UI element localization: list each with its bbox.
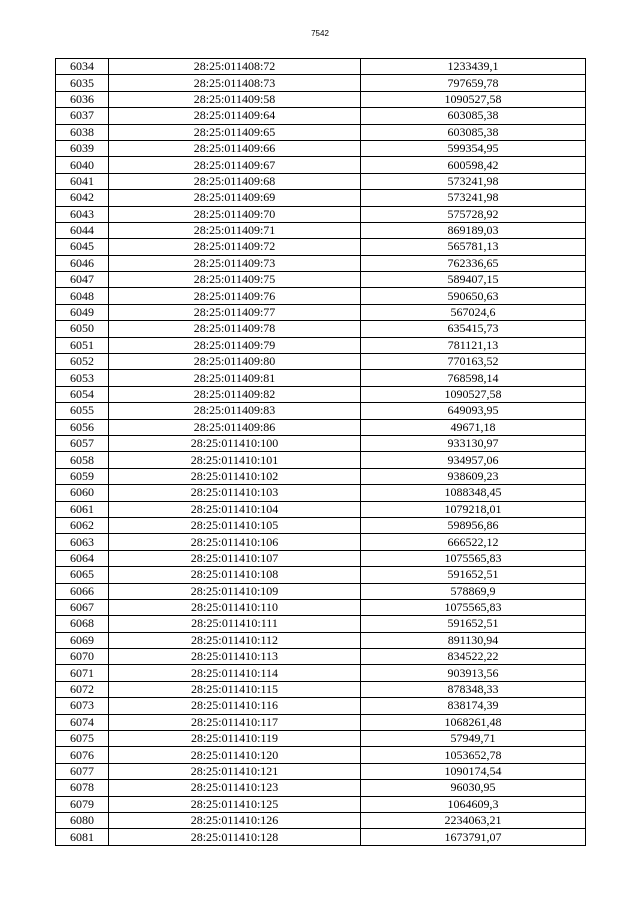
cadastral-number-cell: 28:25:011409:72 <box>109 239 361 255</box>
table-row <box>56 583 586 599</box>
cadastral-number-cell: 28:25:011410:106 <box>109 534 361 550</box>
table-row <box>56 370 586 386</box>
value-cell: 591652,51 <box>361 616 586 632</box>
value-cell: 591652,51 <box>361 567 586 583</box>
cadastral-number-cell: 28:25:011409:81 <box>109 370 361 386</box>
row-number-cell: 6052 <box>56 354 109 370</box>
cadastral-number-cell: 28:25:011409:70 <box>109 206 361 222</box>
value-cell: 1090527,58 <box>361 386 586 402</box>
value-cell: 57949,71 <box>361 731 586 747</box>
row-number-cell: 6063 <box>56 534 109 550</box>
table-row <box>56 206 586 222</box>
cadastral-number-cell: 28:25:011410:104 <box>109 501 361 517</box>
value-cell: 1090174,54 <box>361 763 586 779</box>
cadastral-number-cell: 28:25:011409:82 <box>109 386 361 402</box>
table-row <box>56 222 586 238</box>
value-cell: 934957,06 <box>361 452 586 468</box>
table-row <box>56 190 586 206</box>
row-number-cell: 6056 <box>56 419 109 435</box>
table-row <box>56 780 586 796</box>
cadastral-number-cell: 28:25:011410:103 <box>109 485 361 501</box>
cadastral-number-cell: 28:25:011409:67 <box>109 157 361 173</box>
cadastral-number-cell: 28:25:011410:126 <box>109 812 361 828</box>
table-row <box>56 567 586 583</box>
row-number-cell: 6041 <box>56 173 109 189</box>
value-cell: 869189,03 <box>361 222 586 238</box>
row-number-cell: 6047 <box>56 272 109 288</box>
cadastral-number-cell: 28:25:011410:109 <box>109 583 361 599</box>
row-number-cell: 6064 <box>56 550 109 566</box>
row-number-cell: 6050 <box>56 321 109 337</box>
value-cell: 567024,6 <box>361 304 586 320</box>
table-row <box>56 665 586 681</box>
table-row <box>56 829 586 845</box>
cadastral-number-cell: 28:25:011409:58 <box>109 91 361 107</box>
cadastral-number-cell: 28:25:011410:117 <box>109 714 361 730</box>
value-cell: 1673791,07 <box>361 829 586 845</box>
row-number-cell: 6072 <box>56 681 109 697</box>
table-row <box>56 75 586 91</box>
table-row <box>56 321 586 337</box>
value-cell: 1053652,78 <box>361 747 586 763</box>
value-cell: 762336,65 <box>361 255 586 271</box>
table-row <box>56 812 586 828</box>
row-number-cell: 6046 <box>56 255 109 271</box>
row-number-cell: 6044 <box>56 222 109 238</box>
table-row <box>56 337 586 353</box>
table-row <box>56 386 586 402</box>
table-row <box>56 550 586 566</box>
row-number-cell: 6070 <box>56 649 109 665</box>
row-number-cell: 6078 <box>56 780 109 796</box>
cadastral-number-cell: 28:25:011410:110 <box>109 599 361 615</box>
value-cell: 1088348,45 <box>361 485 586 501</box>
row-number-cell: 6035 <box>56 75 109 91</box>
value-cell: 600598,42 <box>361 157 586 173</box>
table-row <box>56 452 586 468</box>
value-cell: 649093,95 <box>361 403 586 419</box>
row-number-cell: 6080 <box>56 812 109 828</box>
row-number-cell: 6081 <box>56 829 109 845</box>
table-row <box>56 468 586 484</box>
value-cell: 599354,95 <box>361 140 586 156</box>
row-number-cell: 6053 <box>56 370 109 386</box>
cadastral-number-cell: 28:25:011409:76 <box>109 288 361 304</box>
cadastral-number-cell: 28:25:011410:120 <box>109 747 361 763</box>
table-row <box>56 599 586 615</box>
cadastral-number-cell: 28:25:011410:121 <box>109 763 361 779</box>
cadastral-number-cell: 28:25:011410:113 <box>109 649 361 665</box>
cadastral-number-cell: 28:25:011409:86 <box>109 419 361 435</box>
value-cell: 838174,39 <box>361 698 586 714</box>
table-row <box>56 140 586 156</box>
row-number-cell: 6042 <box>56 190 109 206</box>
row-number-cell: 6034 <box>56 59 109 75</box>
row-number-cell: 6066 <box>56 583 109 599</box>
table-body <box>56 59 586 846</box>
cadastral-number-cell: 28:25:011409:77 <box>109 304 361 320</box>
value-cell: 891130,94 <box>361 632 586 648</box>
table-row <box>56 354 586 370</box>
value-cell: 603085,38 <box>361 108 586 124</box>
row-number-cell: 6077 <box>56 763 109 779</box>
cadastral-number-cell: 28:25:011409:69 <box>109 190 361 206</box>
page-number: 7542 <box>311 29 329 38</box>
cadastral-number-cell: 28:25:011409:65 <box>109 124 361 140</box>
table-row <box>56 304 586 320</box>
value-cell: 1075565,83 <box>361 599 586 615</box>
table-row <box>56 747 586 763</box>
row-number-cell: 6048 <box>56 288 109 304</box>
value-cell: 768598,14 <box>361 370 586 386</box>
cadastral-number-cell: 28:25:011410:125 <box>109 796 361 812</box>
value-cell: 603085,38 <box>361 124 586 140</box>
row-number-cell: 6065 <box>56 567 109 583</box>
table-row <box>56 255 586 271</box>
row-number-cell: 6071 <box>56 665 109 681</box>
cadastral-number-cell: 28:25:011410:100 <box>109 435 361 451</box>
row-number-cell: 6055 <box>56 403 109 419</box>
value-cell: 933130,97 <box>361 435 586 451</box>
cadastral-number-cell: 28:25:011410:107 <box>109 550 361 566</box>
row-number-cell: 6062 <box>56 517 109 533</box>
table-row <box>56 173 586 189</box>
value-cell: 573241,98 <box>361 173 586 189</box>
cadastral-number-cell: 28:25:011410:105 <box>109 517 361 533</box>
cadastral-number-cell: 28:25:011409:83 <box>109 403 361 419</box>
value-cell: 1075565,83 <box>361 550 586 566</box>
table-row <box>56 796 586 812</box>
value-cell: 834522,22 <box>361 649 586 665</box>
cadastral-number-cell: 28:25:011410:111 <box>109 616 361 632</box>
value-cell: 1079218,01 <box>361 501 586 517</box>
row-number-cell: 6058 <box>56 452 109 468</box>
cadastral-number-cell: 28:25:011409:78 <box>109 321 361 337</box>
cadastral-number-cell: 28:25:011410:128 <box>109 829 361 845</box>
value-cell: 878348,33 <box>361 681 586 697</box>
value-cell: 578869,9 <box>361 583 586 599</box>
cadastral-number-cell: 28:25:011409:80 <box>109 354 361 370</box>
table-row <box>56 763 586 779</box>
table-row <box>56 59 586 75</box>
cadastral-number-cell: 28:25:011409:79 <box>109 337 361 353</box>
row-number-cell: 6045 <box>56 239 109 255</box>
cadastral-number-cell: 28:25:011408:73 <box>109 75 361 91</box>
row-number-cell: 6059 <box>56 468 109 484</box>
value-cell: 565781,13 <box>361 239 586 255</box>
row-number-cell: 6054 <box>56 386 109 402</box>
table-row <box>56 681 586 697</box>
row-number-cell: 6038 <box>56 124 109 140</box>
table-row <box>56 272 586 288</box>
row-number-cell: 6036 <box>56 91 109 107</box>
value-cell: 781121,13 <box>361 337 586 353</box>
table-row <box>56 632 586 648</box>
row-number-cell: 6069 <box>56 632 109 648</box>
table-row <box>56 501 586 517</box>
value-cell: 573241,98 <box>361 190 586 206</box>
value-cell: 938609,23 <box>361 468 586 484</box>
row-number-cell: 6039 <box>56 140 109 156</box>
data-table <box>55 58 586 846</box>
value-cell: 1090527,58 <box>361 91 586 107</box>
row-number-cell: 6068 <box>56 616 109 632</box>
table-row <box>56 403 586 419</box>
cadastral-number-cell: 28:25:011410:108 <box>109 567 361 583</box>
row-number-cell: 6074 <box>56 714 109 730</box>
value-cell: 797659,78 <box>361 75 586 91</box>
cadastral-number-cell: 28:25:011410:115 <box>109 681 361 697</box>
cadastral-number-cell: 28:25:011410:116 <box>109 698 361 714</box>
value-cell: 1064609,3 <box>361 796 586 812</box>
row-number-cell: 6037 <box>56 108 109 124</box>
value-cell: 49671,18 <box>361 419 586 435</box>
table-row <box>56 239 586 255</box>
row-number-cell: 6057 <box>56 435 109 451</box>
table-row <box>56 419 586 435</box>
table-row <box>56 714 586 730</box>
row-number-cell: 6051 <box>56 337 109 353</box>
cadastral-number-cell: 28:25:011409:71 <box>109 222 361 238</box>
table-row <box>56 517 586 533</box>
row-number-cell: 6073 <box>56 698 109 714</box>
row-number-cell: 6040 <box>56 157 109 173</box>
value-cell: 575728,92 <box>361 206 586 222</box>
table-row <box>56 288 586 304</box>
row-number-cell: 6049 <box>56 304 109 320</box>
cadastral-number-cell: 28:25:011410:123 <box>109 780 361 796</box>
value-cell: 903913,56 <box>361 665 586 681</box>
table-row <box>56 698 586 714</box>
value-cell: 589407,15 <box>361 272 586 288</box>
value-cell: 590650,63 <box>361 288 586 304</box>
cadastral-number-cell: 28:25:011409:64 <box>109 108 361 124</box>
value-cell: 666522,12 <box>361 534 586 550</box>
row-number-cell: 6075 <box>56 731 109 747</box>
table-row <box>56 616 586 632</box>
cadastral-number-cell: 28:25:011409:73 <box>109 255 361 271</box>
cadastral-number-cell: 28:25:011409:75 <box>109 272 361 288</box>
row-number-cell: 6067 <box>56 599 109 615</box>
value-cell: 2234063,21 <box>361 812 586 828</box>
value-cell: 598956,86 <box>361 517 586 533</box>
table-row <box>56 485 586 501</box>
cadastral-number-cell: 28:25:011410:101 <box>109 452 361 468</box>
cadastral-number-cell: 28:25:011409:68 <box>109 173 361 189</box>
row-number-cell: 6076 <box>56 747 109 763</box>
value-cell: 96030,95 <box>361 780 586 796</box>
table-row <box>56 124 586 140</box>
table-row <box>56 91 586 107</box>
table-row <box>56 649 586 665</box>
row-number-cell: 6043 <box>56 206 109 222</box>
table-row <box>56 534 586 550</box>
value-cell: 635415,73 <box>361 321 586 337</box>
table-row <box>56 157 586 173</box>
cadastral-number-cell: 28:25:011410:119 <box>109 731 361 747</box>
cadastral-number-cell: 28:25:011410:112 <box>109 632 361 648</box>
table-row <box>56 435 586 451</box>
table-row <box>56 108 586 124</box>
row-number-cell: 6060 <box>56 485 109 501</box>
row-number-cell: 6061 <box>56 501 109 517</box>
table-row <box>56 731 586 747</box>
row-number-cell: 6079 <box>56 796 109 812</box>
value-cell: 770163,52 <box>361 354 586 370</box>
cadastral-number-cell: 28:25:011410:114 <box>109 665 361 681</box>
cadastral-number-cell: 28:25:011409:66 <box>109 140 361 156</box>
cadastral-number-cell: 28:25:011408:72 <box>109 59 361 75</box>
value-cell: 1233439,1 <box>361 59 586 75</box>
cadastral-number-cell: 28:25:011410:102 <box>109 468 361 484</box>
value-cell: 1068261,48 <box>361 714 586 730</box>
